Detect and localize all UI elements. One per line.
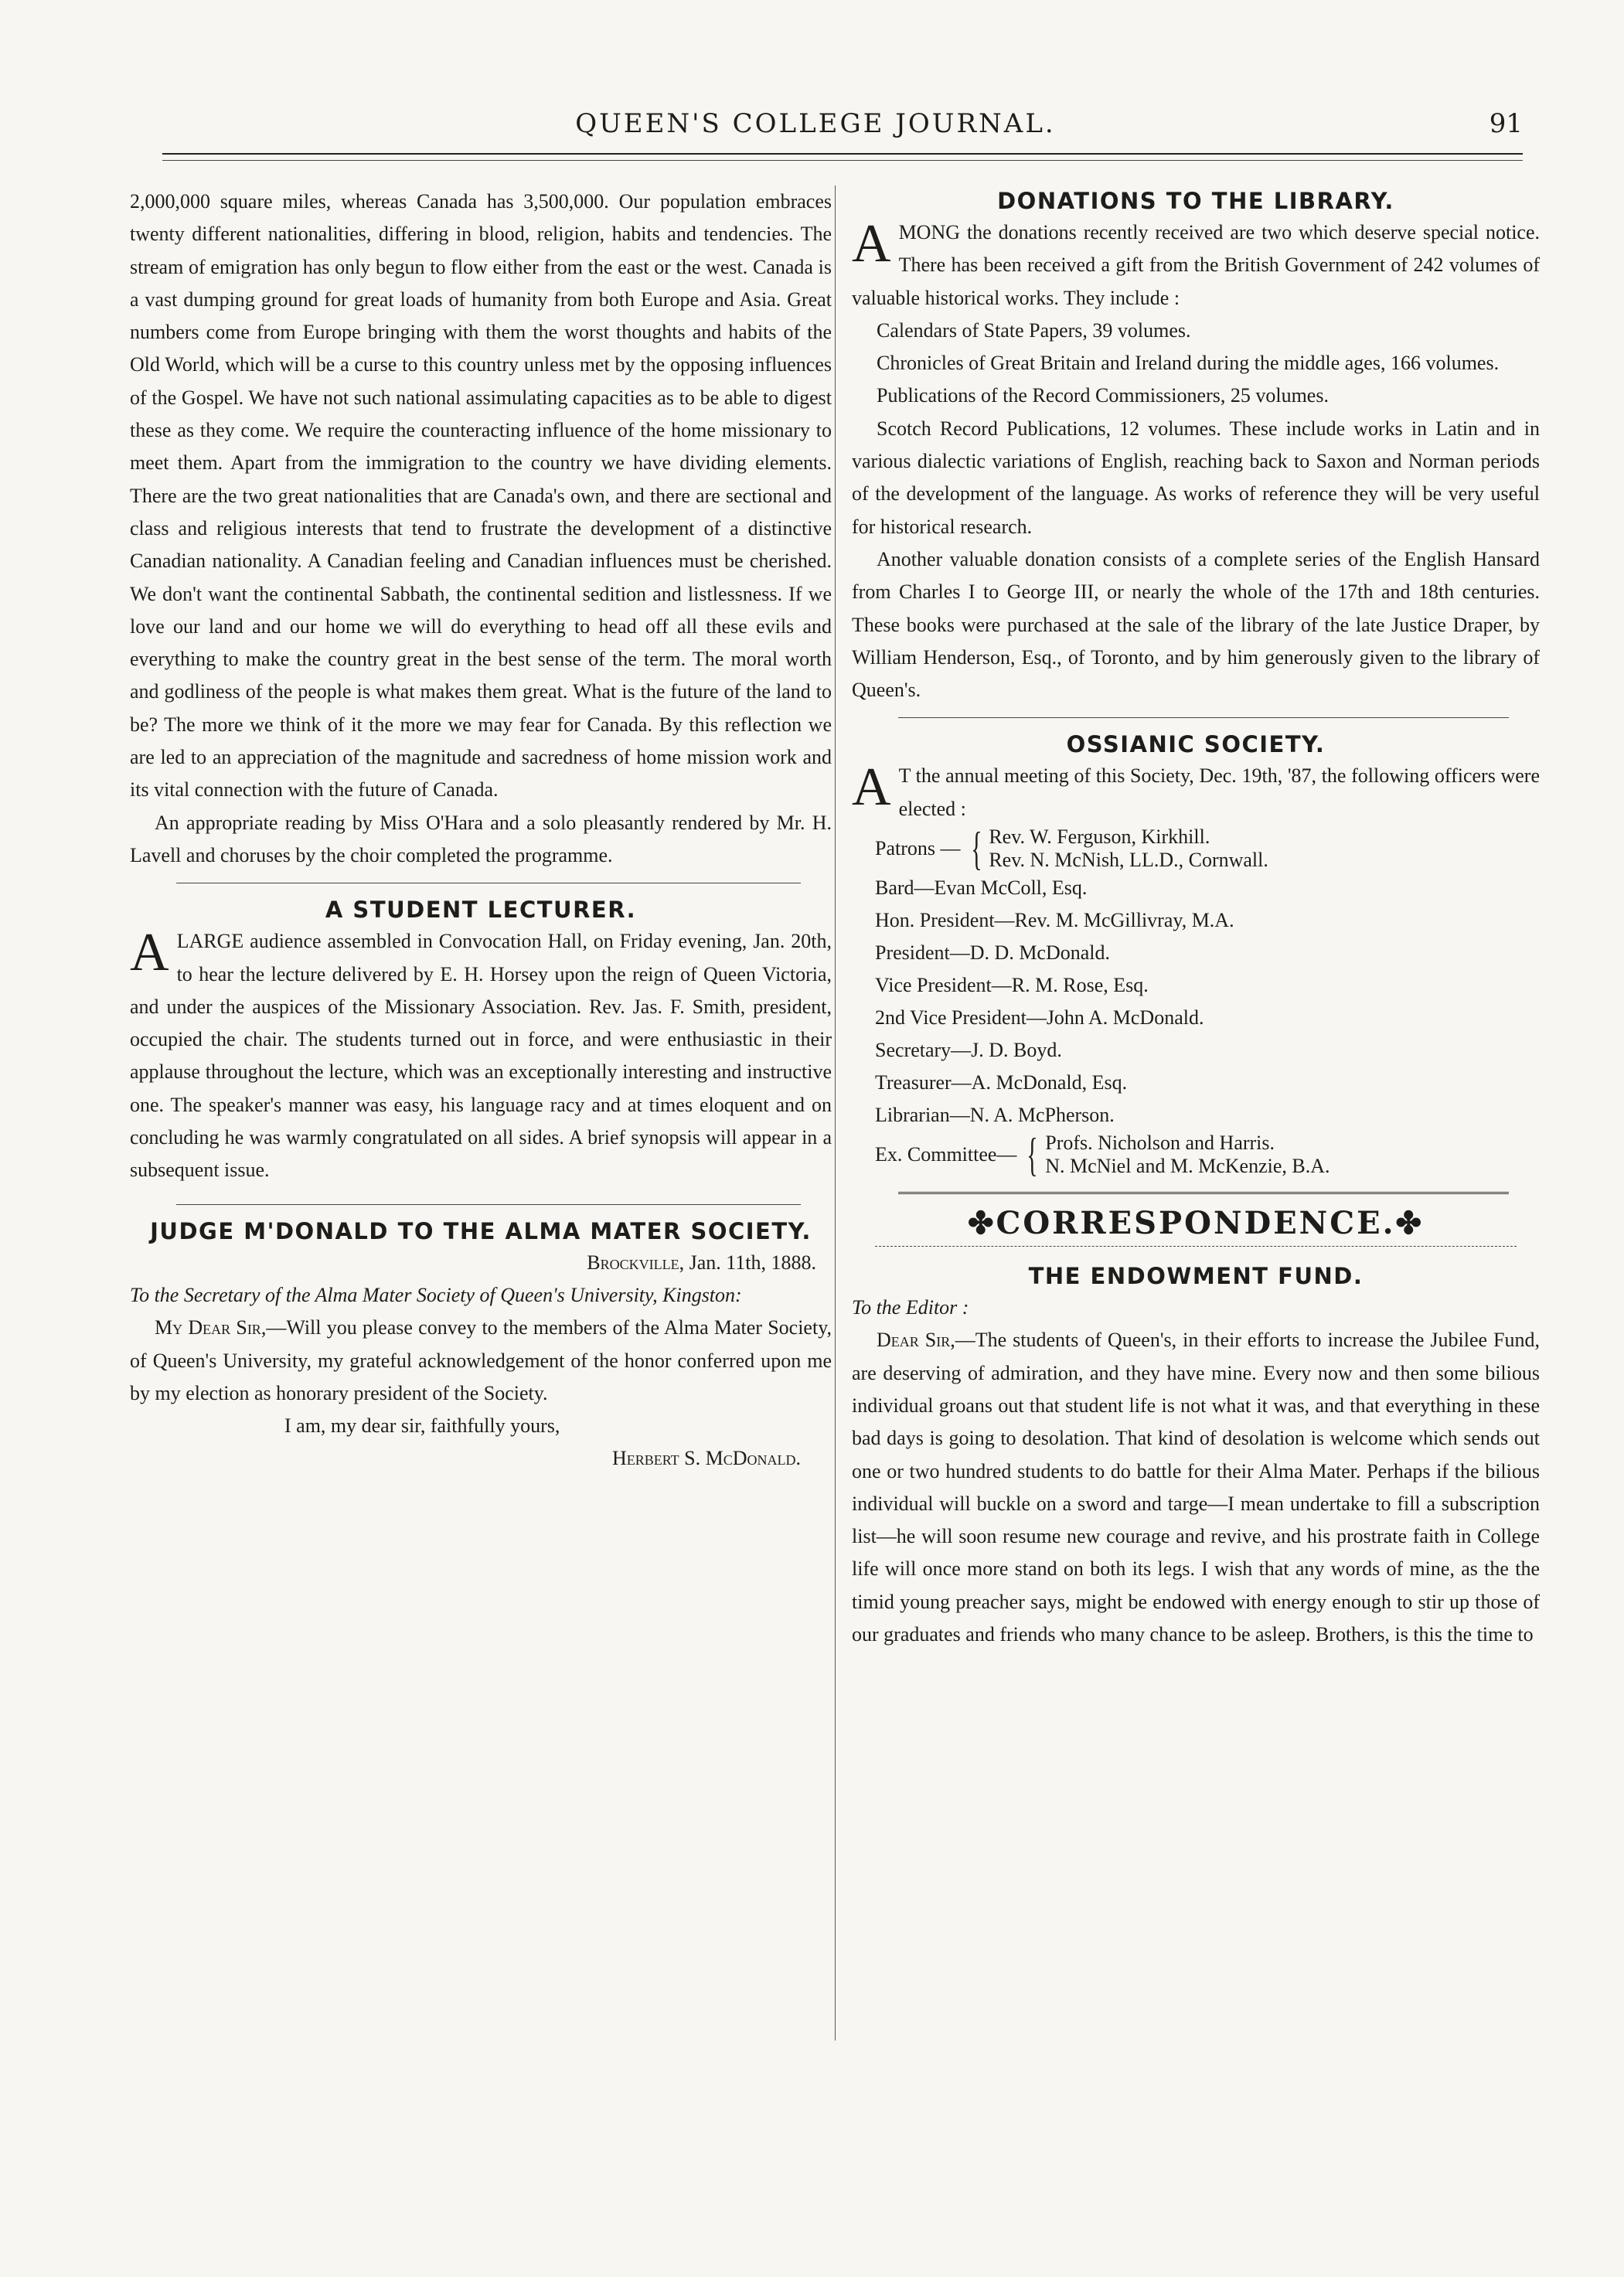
- ornament-rule: [875, 1246, 1517, 1247]
- patron: Rev. W. Ferguson, Kirkhill.: [989, 825, 1210, 849]
- brace-icon: {: [970, 823, 982, 875]
- patrons-label: Patrons —: [875, 837, 961, 860]
- endowment-letter: Dear Sir,—The students of Queen's, in their efforts to increase the Jubilee Fund, are deserving of admiration, and they have mine. Every now and then some bilious individual groans out that student life is not what it was, and that everything in these bad days is going to desolation. That kind of desolation is welcome which sends out one or two hundred students to do battle for their Alma Mater. Perhaps if the bilious individual will buckle on a sword and targe—I mean undertake to fill a subscription list—he will soon resume new courage and revive, and his prostrate faith in College life will once more stand on both its legs. I wish that any words of mine, as the the timid young preacher says, might be endowed with energy enough to stir up those of our graduates and friends who many chance to be asleep. Brothers, is this the time to: [852, 1329, 1540, 1646]
- drop-cap: A: [130, 923, 169, 983]
- letter-addressee: To the Secretary of the Alma Mater Society of Queen's University, Kingston:: [130, 1283, 742, 1306]
- officer-line: Hon. President—Rev. M. McGillivray, M.A.: [875, 909, 1234, 932]
- officer-line: Bard—Evan McColl, Esq.: [875, 876, 1088, 900]
- patrons-group: [852, 823, 1540, 875]
- officer-line: Vice President—R. M. Rose, Esq.: [875, 974, 1149, 997]
- right-column: [852, 185, 1540, 1651]
- donations-intro: AMONG the donations recently received are two which deserve special notice. There has been received a gift from the British Government of 242 volumes of valuable historical works. They include :: [852, 214, 1540, 309]
- donation-item: Calendars of State Papers, 39 volumes.: [877, 318, 1191, 342]
- section-title-ossianic: OSSIANIC SOCIETY.: [1066, 731, 1326, 758]
- section-title-donations: DONATIONS TO THE LIBRARY.: [997, 188, 1394, 214]
- drop-cap: A: [852, 757, 891, 818]
- committee-member: Profs. Nicholson and Harris.: [1045, 1132, 1275, 1155]
- lecturer-paragraph: ALARGE audience assembled in Convocation Hall, on Friday evening, Jan. 20th, to hear the lecture delivered by E. H. Horsey upon the reign of Queen Victoria, and under the auspices of the Missionary Association. Rev. Jas. F. Smith, president, occupied the chair. The students turned out in force, and were enthusiastic in their applause throughout the lecture, which was an exceptionally interesting and instructive one. The speaker's manner was easy, his language racy and at times eloquent and on concluding he was warmly congratulated on all sides. A brief synopsis will appear in a subsequent issue.: [130, 923, 832, 1182]
- section-rule: [176, 1204, 801, 1205]
- letter-dateline: Brockville, Jan. 11th, 1888.: [587, 1251, 816, 1274]
- column-divider: [835, 185, 836, 2040]
- section-title-student-lecturer: A STUDENT LECTURER.: [325, 897, 637, 924]
- letter-closing: I am, my dear sir, faithfully yours,: [284, 1414, 560, 1438]
- officer-line: President—D. D. McDonald.: [875, 941, 1111, 965]
- correspondence-heading: ✤CORRESPONDENCE.✤: [967, 1205, 1425, 1242]
- drop-cap: A: [852, 214, 891, 274]
- letter-body: My Dear Sir,—Will you please convey to the members of the Alma Mater Society, of Queen's University, my grateful acknowledgement of the honor conferred upon me by my election as honorary president of the Society.: [130, 1316, 832, 1404]
- committee-member: N. McNiel and M. McKenzie, B.A.: [1045, 1155, 1330, 1178]
- officer-line: Treasurer—A. McDonald, Esq.: [875, 1071, 1128, 1094]
- header-rule: [162, 153, 1523, 155]
- to-editor: To the Editor :: [852, 1296, 969, 1319]
- left-column: [130, 185, 832, 1475]
- running-title: QUEEN'S COLLEGE JOURNAL.: [575, 108, 1056, 139]
- page-header: [108, 108, 1523, 147]
- header-rule: [162, 160, 1523, 161]
- section-rule: [898, 1192, 1509, 1194]
- donation-item: Scotch Record Publications, 12 volumes. These include works in Latin and in various dialectic variations of English, reaching back to Saxon and Norman periods of the development of the language. As works of reference they will be very useful for historical research.: [852, 417, 1540, 538]
- section-title-judge-mcdonald: JUDGE M'DONALD TO THE ALMA MATER SOCIETY.: [150, 1217, 812, 1244]
- donation-item: Publications of the Record Commissioners, 25 volumes.: [877, 384, 1329, 407]
- ossianic-intro: A T the annual meeting of this Society, Dec. 19th, '87, the following officers were elected :: [852, 757, 1540, 820]
- section-title-endowment: THE ENDOWMENT FUND.: [1028, 1263, 1364, 1290]
- officer-line: Secretary—J. D. Boyd.: [875, 1039, 1062, 1062]
- section-rule: [898, 717, 1509, 718]
- donation-item: Chronicles of Great Britain and Ireland during the middle ages, 166 volumes.: [877, 352, 1500, 375]
- page-number: 91: [1489, 108, 1523, 139]
- officer-line: Librarian—N. A. McPherson.: [875, 1104, 1115, 1127]
- officer-line: 2nd Vice President—John A. McDonald.: [875, 1006, 1204, 1030]
- committee-group: [852, 1129, 1540, 1181]
- patron: Rev. N. McNish, LL.D., Cornwall.: [989, 849, 1268, 872]
- donations-another: Another valuable donation consists of a complete series of the English Hansard from Charles I to George III, or nearly the whole of the 17th and 18th centuries. These books were purchased at the sale of the library of the late Justice Draper, by William Henderson, Esq., of Toronto, and by him generously given to the library of Queen's.: [852, 547, 1540, 702]
- reading-paragraph: An appropriate reading by Miss O'Hara and a solo pleasantly rendered by Mr. H. Lavell and choruses by the choir completed the programme.: [130, 811, 832, 866]
- committee-label: Ex. Committee—: [875, 1143, 1017, 1166]
- letter-signature: Herbert S. McDonald.: [611, 1447, 801, 1470]
- continued-paragraph: 2,000,000 square miles, whereas Canada has 3,500,000. Our population embraces twenty different nationalities, differing in blood, religion, habits and tendencies. The stream of emigration has only begun to flow either from the east or the west. Canada is a vast dumping ground for great loads of humanity from both Europe and Asia. Great numbers come from Europe bringing with them the worst thoughts and habits of the Old World, which will be a curse to this country unless met by the opposing influences of the Gospel. We have not such national assimulating capacities as to be able to digest these as they come. We require the counteracting influence of the home missionary to meet them. Apart from the immigration to the country we have dividing elements. There are the two great nationalities that are Canada's own, and there are sectional and class and religious interests that tend to frustrate the development of a distinctive Canadian nationality. A Canadian feeling and Canadian influences must be cherished. We don't want the continental Sabbath, the continental sedition and listlessness. If we love our land and our home we will do everything to head off all these evils and everything to make the country great in the best sense of the term. The moral worth and godliness of the people is what makes them great. What is the future of the land to be? The more we think of it the more we may fear for Canada. By this reflection we are led to an appreciation of the magnitude and sacredness of home mission work and its vital connection with the future of Canada.: [130, 190, 832, 802]
- brace-icon: {: [1026, 1129, 1039, 1181]
